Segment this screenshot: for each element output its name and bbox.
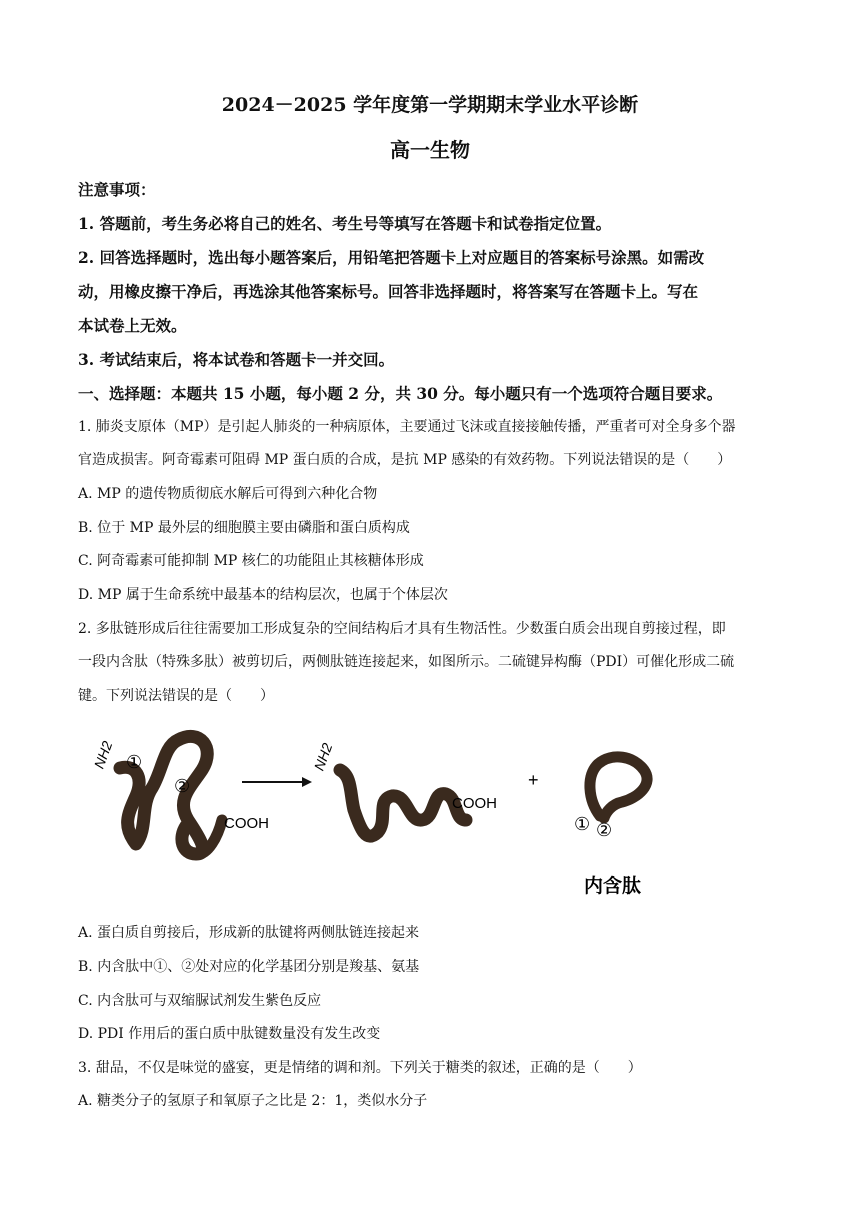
precursor-protein [91,736,269,854]
notice-item: 1. 答题前，考生务必将自己的姓名、考生号等填写在答题卡和试卷指定位置。 [78,214,612,233]
mark-1-left: ① [126,752,143,772]
notice-item: 3. 考试结束后，将本试卷和答题卡一并交回。 [78,350,395,369]
nh2-label-left: NH2 [90,738,116,771]
q1-option-d: D. MP 属于生命系统中最基本的结构层次，也属于个体层次 [78,587,448,603]
q2-option-c: C. 内含肽可与双缩脲试剂发生紫色反应 [78,993,322,1009]
protein-splicing-figure [78,716,718,906]
notice-item: 本试卷上无效。 [78,316,187,335]
q3-option-a: A. 糖类分子的氢原子和氧原子之比是 2：1，类似水分子 [78,1093,428,1109]
mark-2-right: ② [596,820,613,840]
q2-option-a: A. 蛋白质自剪接后，形成新的肽键将两侧肽链连接起来 [78,925,420,941]
nh2-label-middle: NH2 [310,740,336,773]
q2-option-d: D. PDI 作用后的蛋白质中肽键数量没有发生改变 [78,1026,381,1042]
q1-option-b: B. 位于 MP 最外层的细胞膜主要由磷脂和蛋白质构成 [78,520,410,536]
q1-stem: 1. 肺炎支原体（MP）是引起人肺炎的一种病原体，主要通过飞沫或直接接触传播，严重者可对全身多个器 [78,419,736,435]
plus-sign: + [528,770,539,790]
intein-label: 内含肽 [584,876,642,897]
q2-stem: 2. 多肽链形成后往往需要加工形成复杂的空间结构后才具有生物活性。少数蛋白质会出现自剪接过程，即 [78,621,726,637]
exam-subject: 高一生物 [390,138,470,162]
q2-stem: 一段内含肽（特殊多肽）被剪切后，两侧肽链连接起来，如图所示。二硫键异构酶（PDI）可催化形成二硫 [78,654,735,670]
mark-1-right: ① [574,814,591,834]
intein [574,757,647,897]
q1-option-a: A. MP 的遗传物质彻底水解后可得到六种化合物 [78,486,378,502]
q2-option-b: B. 内含肽中①、②处对应的化学基团分别是羧基、氨基 [78,959,420,975]
notice-item: 2. 回答选择题时，选出每小题答案后，用铅笔把答题卡上对应题目的答案标号涂黑。如需改 [78,248,705,267]
mark-2-left: ② [174,776,191,796]
q1-option-c: C. 阿奇霉素可能抑制 MP 核仁的功能阻止其核糖体形成 [78,553,424,569]
exam-title: 2024－2025 学年度第一学期期末学业水平诊断 [221,94,639,116]
cooh-label-left: COOH [224,815,269,832]
q3-stem: 3. 甜品，不仅是味觉的盛宴，更是情绪的调和剂。下列关于糖类的叙述，正确的是（ ） [78,1060,642,1076]
cooh-label-middle: COOH [452,795,497,812]
spliced-protein [311,741,497,837]
notice-heading: 注意事项： [78,180,156,199]
q2-stem: 键。下列说法错误的是（ ） [78,688,274,704]
q1-stem: 官造成损害。阿奇霉素可阻碍 MP 蛋白质的合成，是抗 MP 感染的有效药物。下列说法错误的是（ ） [78,452,732,468]
section-heading: 一、选择题：本题共 15 小题，每小题 2 分，共 30 分。每小题只有一个选项符合题目要求。 [78,384,723,403]
reaction-arrow [242,777,312,787]
notice-item: 动，用橡皮擦干净后，再选涂其他答案标号。回答非选择题时，将答案写在答题卡上。写在 [78,282,699,301]
